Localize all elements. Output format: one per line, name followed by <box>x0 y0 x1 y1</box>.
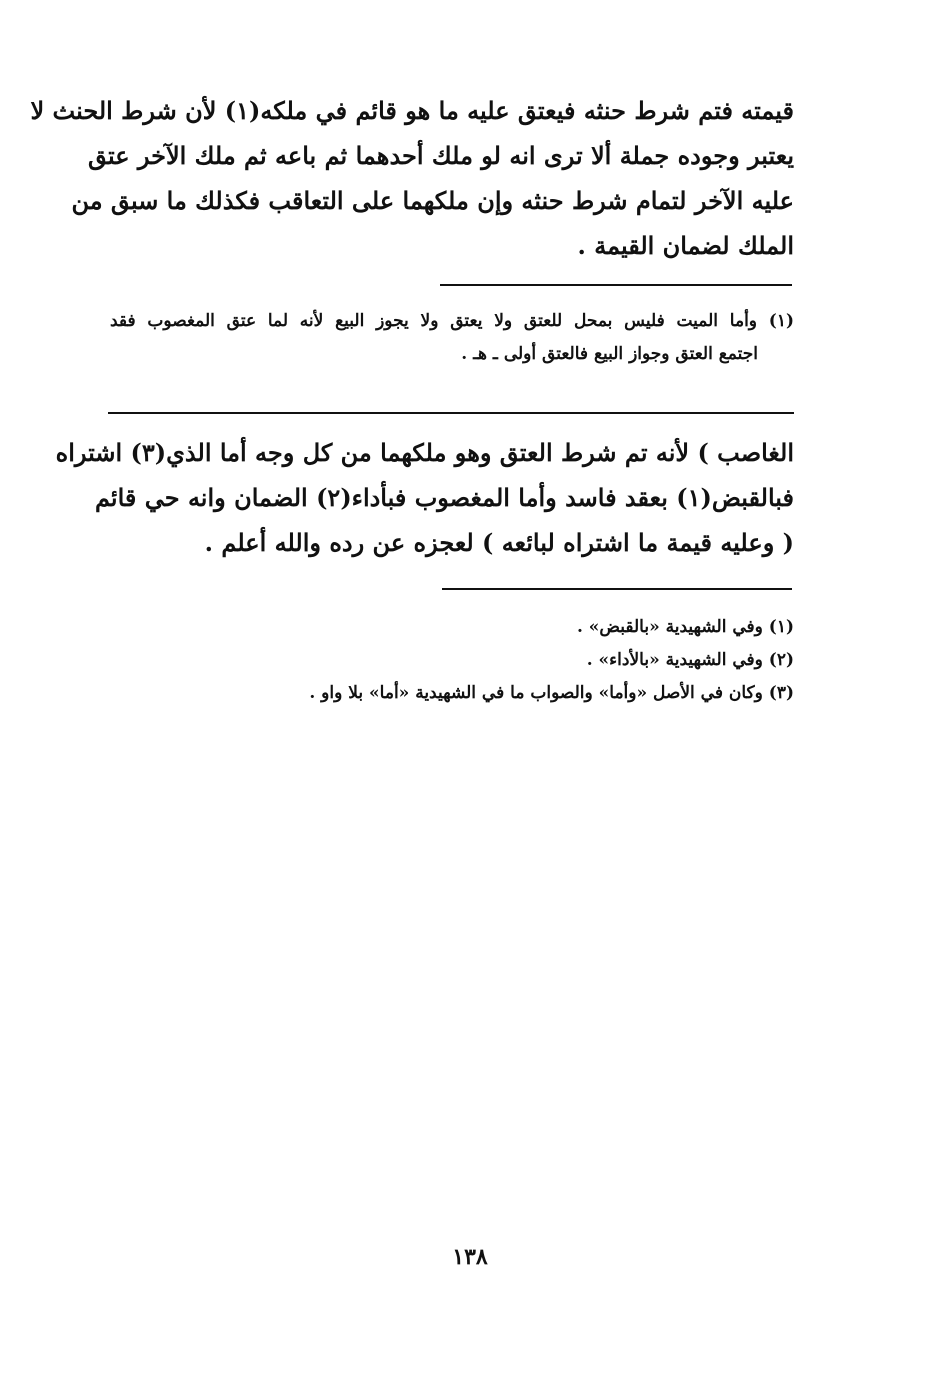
text-line: قيمته فتم شرط حنثه فيعتق عليه ما هو قائم في ملكه(١) لأن شرط الحنث لا <box>30 96 794 125</box>
footnote-line: (١) وأما الميت فليس بمحل للعتق ولا يعتق ولا يجوز البيع لأنه لما عتق المغصوب فقد <box>110 311 794 331</box>
text-line: ( وعليه قيمة ما اشتراه لبائعه ) لعجزه عن رده والله أعلم . <box>204 528 794 557</box>
bottom-footnotes <box>110 611 794 710</box>
bottom-main-text <box>55 430 794 565</box>
page-number: ١٣٨ <box>452 1244 488 1270</box>
text-line: يعتبر وجوده جملة ألا ترى انه لو ملك أحدهما ثم باعه ثم ملك الآخر عتق <box>87 141 794 170</box>
footnote-line: اجتمع العتق وجواز البيع فالعتق أولى ـ هـ . <box>461 344 758 364</box>
top-main-text <box>30 88 794 268</box>
footnote-line: (٣) وكان في الأصل «وأما» والصواب ما في الشهيدية «أما» بلا واو . <box>309 683 794 703</box>
footnote-line: (١) وفي الشهيدية «بالقبض» . <box>576 617 794 637</box>
text-line: فبالقبض(١) بعقد فاسد وأما المغصوب فبأداء(٢) الضمان وانه حي قائم <box>94 483 794 512</box>
section-separator <box>108 412 794 414</box>
footnote-separator <box>440 284 792 286</box>
text-line: الملك لضمان القيمة . <box>577 231 794 260</box>
text-line: عليه الآخر لتمام شرط حنثه وإن ملكهما على التعاقب فكذلك ما سبق من <box>71 186 794 215</box>
footnote-separator <box>442 588 792 590</box>
top-footnote <box>110 305 794 371</box>
footnote-line: (٢) وفي الشهيدية «بالأداء» . <box>586 650 794 670</box>
text-line: الغاصب ) لأنه تم شرط العتق وهو ملكهما من كل وجه أما الذي(٣) اشتراه <box>55 438 794 467</box>
